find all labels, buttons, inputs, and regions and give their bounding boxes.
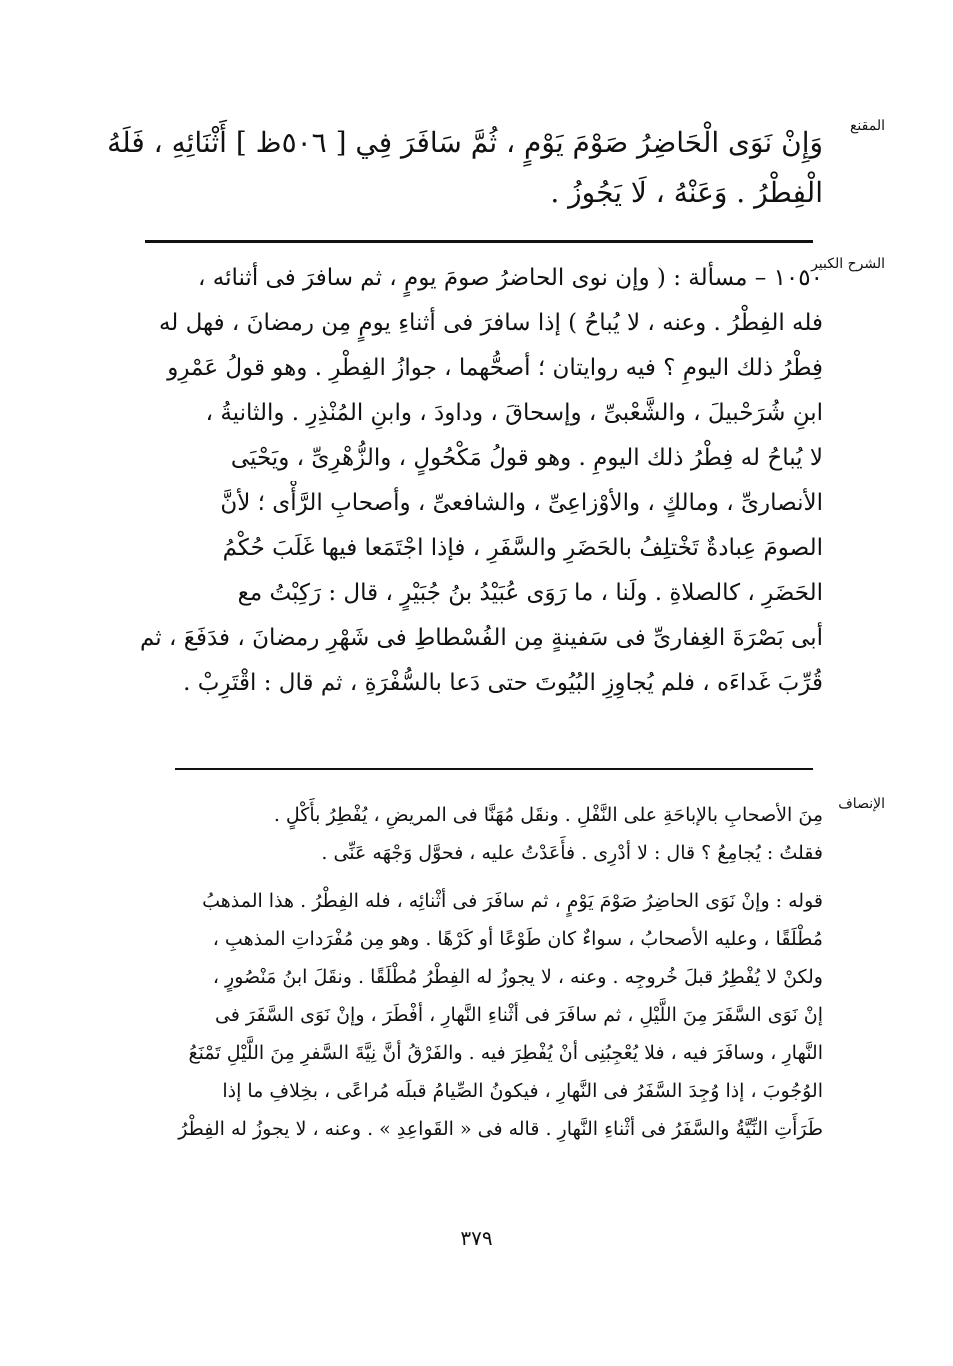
insaf-text [60,796,823,1148]
sharh-line: الصومَ عِبادةٌ تَخْتلِفُ بالحَضَرِ والسَّفَرِ ، فإذا اجْتَمَعا فيها غَلَبَ حُكْمُ [222,535,823,561]
section-divider-thick [145,240,813,243]
muqni-text [60,118,823,218]
sharh-line: أبى بَصْرَةَ الغِفارىِّ فى سَفينةٍ مِن الفُسْطاطِ فى شَهْرِ رمضانَ ، فدَفَعَ ، ثم [139,625,823,651]
insaf-line: ولكنْ لا يُفْطِرُ قبلَ خُروجِه . وعنه ، لا يجوزُ له الفِطْرُ مُطْلَقًا . ونقَلَ ابنُ مَنْصُورٍ ، [212,966,823,988]
insaf-line: الوُجُوبَ ، إذا وُجِدَ السَّفَرُ فى النَّهارِ ، فيكونُ الصِّيامُ قبلَه مُراعًى ، بخِلافِ ما إذا [222,1080,823,1102]
sharh-line: ابنِ شُرَحْبيلَ ، والشَّعْبىِّ ، وإسحاقَ ، وداودَ ، وابنِ المُنْذِرِ . والثانيةُ ، [205,400,823,426]
insaf-line: طَرَأَتِ النِّيَّةُ والسَّفَرُ فى أثْناءِ النَّهارِ . قاله فى « القَواعِدِ » . وعنه ، لا يجوزُ له الفِطْرُ [178,1118,823,1140]
sharh-line: الأنصارىِّ ، ومالكٍ ، والأوْزاعِىِّ ، والشافعىِّ ، وأصحابِ الرَّأْى ؛ لأنَّ [220,490,823,516]
insaf-line: فقلتُ : يُجامِعُ ؟ قال : لا أدْرِى . فأَعَدْتُ عليه ، فحوَّل وَجْهَه عَنِّى . [321,842,823,864]
insaf-line: مُطْلَقًا ، وعليه الأصحابُ ، سواءٌ كان طَوْعًا أو كَرْهًا . وهو مِن مُفْرَداتِ المذهبِ ، [212,928,823,950]
muqni-line: وَإِنْ نَوَى الْحَاضِرُ صَوْمَ يَوْمٍ ، ثُمَّ سَافَرَ فِي [ ٥٠٦ظ ] أَثْنَائِهِ ، فَلَهُ [107,126,823,159]
insaf-line: إنْ نَوَى السَّفَرَ مِنَ اللَّيْلِ ، ثم سافَرَ فى أثْناءِ النَّهارِ ، أفْطَرَ ، وإنْ نَوَى السَّفَرَ فى [214,1004,823,1026]
sharh-line: لا يُباحُ له فِطْرُ ذلك اليومِ . وهو قولُ مَكْحُولٍ ، والزُّهْرِىِّ ، ويَحْيَى [230,445,823,471]
muqni-line: الْفِطْرُ . وَعَنْهُ ، لَا يَجُوزُ . [550,176,823,209]
insaf-label: الإنصاف [838,796,885,812]
sharh-line: الحَضَرِ ، كالصلاةِ . ولَنا ، ما رَوَى عُبَيْدُ بنُ جُبَيْرٍ ، قال : رَكِبْتُ مع [237,580,823,606]
paragraph-gap [60,872,823,882]
sharh-line: ١٠٥٠ – مسألة : ( وإن نوى الحاضرُ صومَ يومٍ ، ثم سافرَ فى أثنائه ، [198,265,823,291]
sharh-line: فله الفِطْرُ . وعنه ، لا يُباحُ ) إذا سافرَ فى أثناءِ يومٍ مِن رمضانَ ، فهل له [158,310,823,336]
insaf-section [60,796,893,1226]
insaf-line: النَّهارِ ، وسافَرَ فيه ، فلا يُعْجِبُنِى أنْ يُفْطِرَ فيه . والفَرْقُ أنَّ نِيَّةَ السَّفرِ مِنَ اللَّيْلِ تَمْنَعُ [188,1042,823,1064]
sharh-text [60,256,823,706]
insaf-line: مِنَ الأصحابِ بالإباحَةِ على النَّفْلِ . ونقَل مُهَنَّا فى المريضِ ، يُفْطِرُ بأَكْلٍ . [273,804,823,826]
page-number: ٣٧٩ [460,1226,493,1250]
section-divider-thin [175,768,813,770]
insaf-line: قوله : وإنْ نَوَى الحاضِرُ صَوْمَ يَوْمٍ ، ثم سافَرَ فى أثْنائِه ، فله الفِطْرُ . هذا المذهبُ [202,890,823,912]
muqni-label: المقنع [849,118,885,134]
sharh-line: فِطْرُ ذلك اليومِ ؟ فيه روايتان ؛ أصحُّهما ، جوازُ الفِطْرِ . وهو قولُ عَمْرِو [167,355,823,381]
sharh-section [60,256,893,756]
muqni-section [60,118,893,228]
sharh-line: قُرِّبَ غَداءَه ، فلم يُجاوِزِ البُيُوتَ حتى دَعا بالسُّفْرَةِ ، ثم قال : اقْتَرِبْ . [183,670,823,696]
sharh-label: الشرح الكبير [811,256,885,272]
